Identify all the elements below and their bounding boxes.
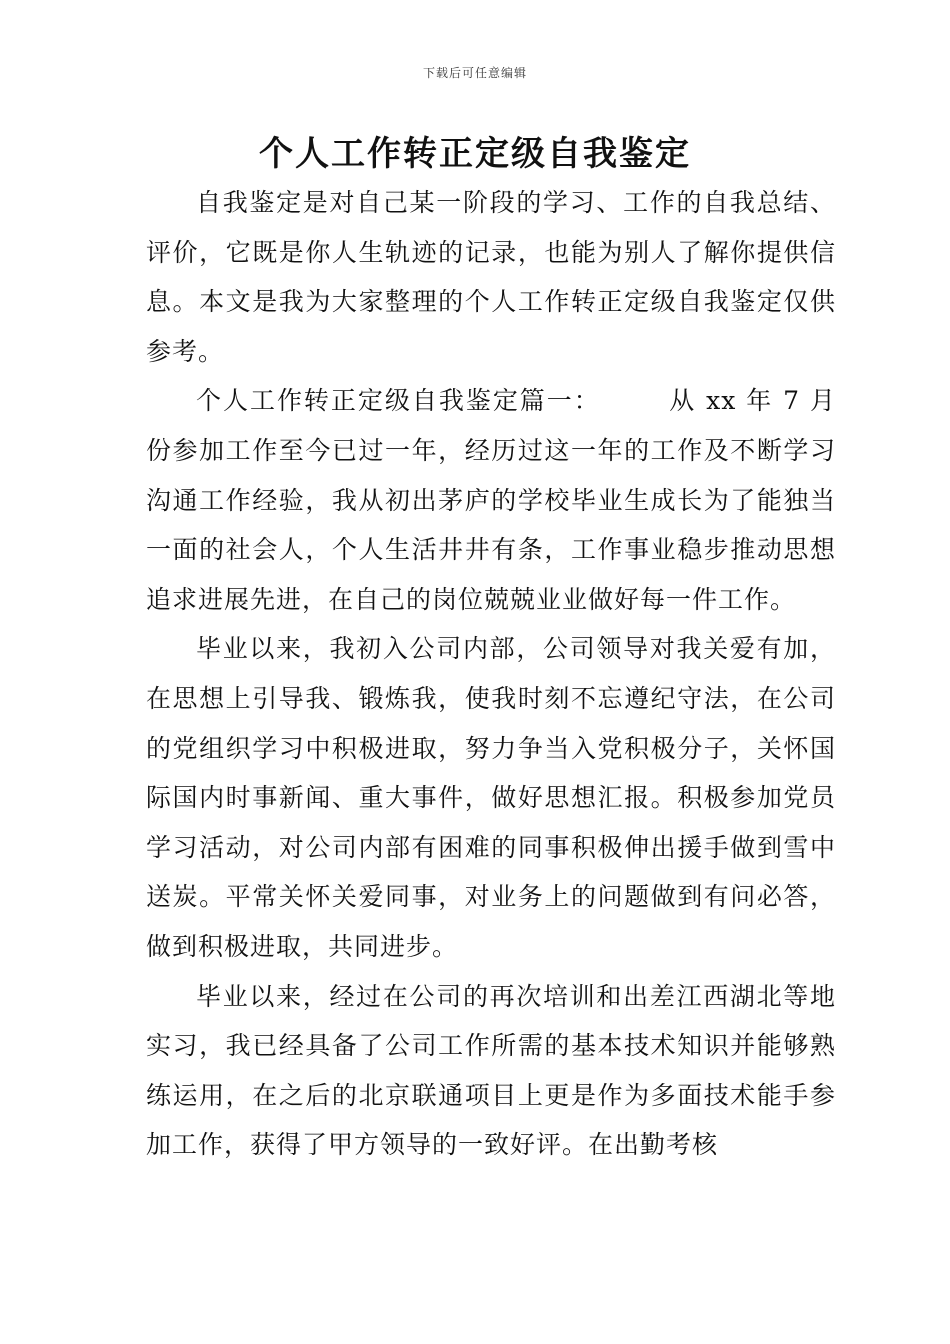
document-title: 个人工作转正定级自我鉴定 (259, 134, 691, 174)
paragraph-part-one: 个人工作转正定级自我鉴定篇一： 从 xx 年 7 月份参加工作至今已过一年，经历过这一年的工作及不断学习沟通工作经验，我从初出茅庐的学校毕业生成长为了能独当一面的社会人，个人生活井井有条，工作事业稳步推动思想追求进展先进，在自己的岗位兢兢业业做好每一件工作。 (146, 386, 836, 614)
header-note: 下载后可任意编辑 (422, 66, 527, 80)
paragraph-company: 毕业以来，我初入公司内部，公司领导对我关爱有加，在思想上引导我、锻炼我，使我时刻不忘遵纪守法，在公司的党组织学习中积极进取，努力争当入党积极分子，关怀国际国内时事新闻、重大事件，做好思想汇报。积极参加党员学习活动，对公司内部有困难的同事积极伸出援手做到雪中送炭。平常关怀关爱同事，对业务上的问题做到有问必答，做到积极进取，共同进步。 (146, 634, 836, 961)
paragraph-training: 毕业以来，经过在公司的再次培训和出差江西湖北等地实习，我已经具备了公司工作所需的基本技术知识并能够熟练运用，在之后的北京联通项目上更是作为多面技术能手参加工作，获得了甲方领导的一致好评。在出勤考核 (146, 981, 836, 1160)
paragraph-intro: 自我鉴定是对自己某一阶段的学习、工作的自我总结、评价，它既是你人生轨迹的记录，也能为别人了解你提供信息。本文是我为大家整理的个人工作转正定级自我鉴定仅供参考。 (146, 188, 836, 366)
document-body (146, 178, 836, 1170)
